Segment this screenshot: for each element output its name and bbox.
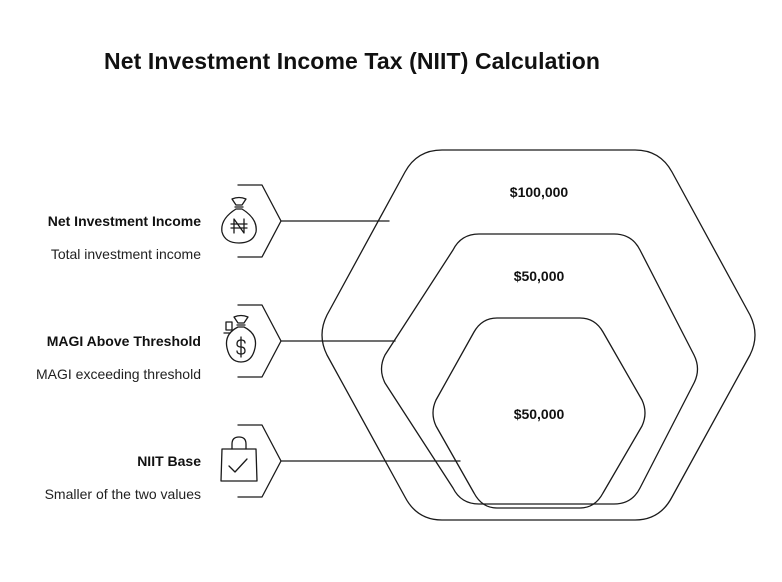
label-net-investment-income: Net Investment Income xyxy=(47,213,201,229)
desc-niit-base: Smaller of the two values xyxy=(44,486,201,502)
label-magi-above-threshold: MAGI Above Threshold xyxy=(46,333,201,349)
label-niit-base: NIIT Base xyxy=(137,453,201,469)
hexagon-outer xyxy=(322,150,755,520)
diagram-title: Net Investment Income Tax (NIIT) Calculation xyxy=(104,48,601,74)
value-niit-base: $50,000 xyxy=(513,406,565,422)
money-bag-naira-icon xyxy=(222,198,256,244)
money-bag-dollar-icon xyxy=(224,316,256,363)
desc-net-investment-income: Total investment income xyxy=(50,246,201,262)
desc-magi-above-threshold: MAGI exceeding threshold xyxy=(36,366,201,382)
value-magi-above-threshold: $50,000 xyxy=(513,268,565,284)
shopping-bag-check-icon xyxy=(221,437,257,481)
value-net-investment-income: $100,000 xyxy=(509,184,569,200)
